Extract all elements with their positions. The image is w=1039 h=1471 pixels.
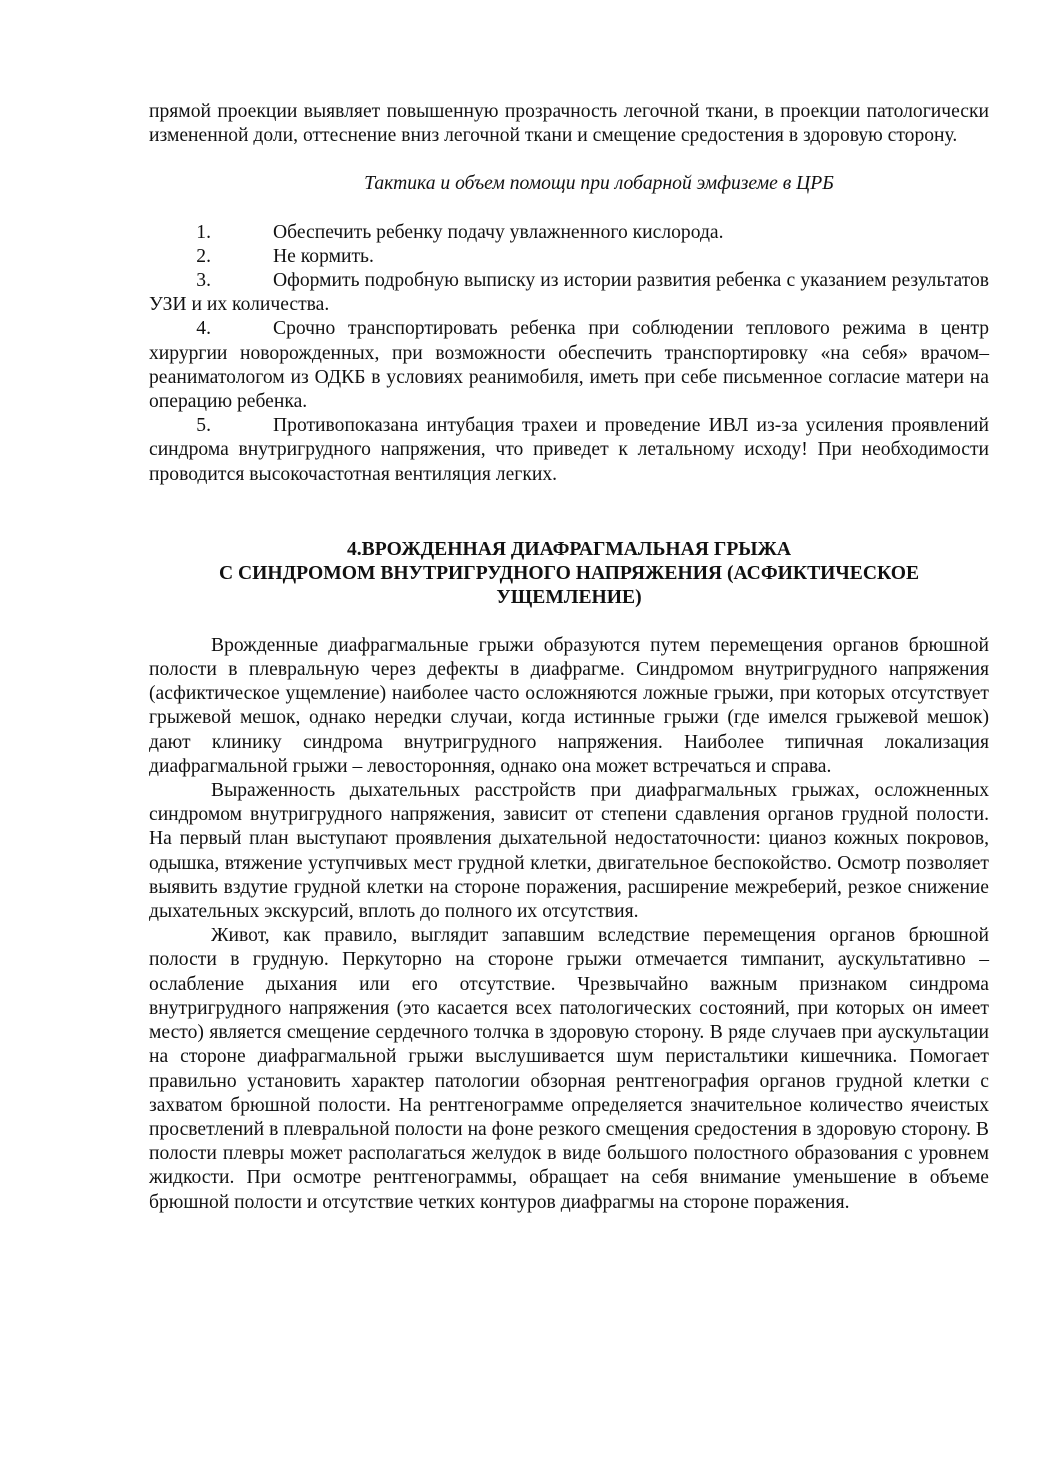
- list-item: [149, 245, 989, 269]
- body-paragraph: Живот, как правило, выглядит запавшим вследствие перемещения органов брюшной полости в грудную. Перкуторно на стороне грыжи отмечается тимпанит, аускультативно – ослабление дыхания или его отсутствие. Чрезвычайно важным признаком синдрома внутригрудного напряжения (это касается всех патологических состояний, при которых он имеет место) является смещение сердечного толчка в здоровую сторону. В ряде случаев при аускультации на стороне диафрагмальной грыжи выслушивается шум перистальтики кишечника. Помогает правильно установить характер патологии обзорная рентгенография органов грудной клетки с захватом брюшной полости. На рентгенограмме определяется значительное количество ячеистых просветлений в плевральной полости на фоне резкого смещения средостения в здоровую сторону. В полости плевры может располагаться желудок в виде большого полостного образования с уровнем жидкости. При осмотре рентгенограммы, обращает на себя внимание уменьшение в объеме брюшной полости и отсутствие четких контуров диафрагмы на стороне поражения.: [149, 925, 989, 1213]
- list-item: [149, 317, 989, 414]
- section-subtitle: Тактика и объем помощи при лобарной эмфиземе в ЦРБ: [364, 173, 834, 195]
- list-item-number: 3.: [196, 270, 211, 292]
- body-paragraph: Выраженность дыхательных расстройств при диафрагмальных грыжах, осложненных синдромом внутригрудного напряжения, зависит от степени сдавления органов грудной полости. На первый план выступают проявления дыхательной недостаточности: цианоз кожных покровов, одышка, втяжение уступчивых мест грудной клетки, двигательное беспокойство. Осмотр позволяет выявить вздутие грудной клетки на стороне поражения, расширение межреберий, резкое снижение дыхательных экскурсий, вплоть до полного их отсутствия.: [149, 780, 989, 923]
- list-item: [149, 414, 989, 487]
- section-heading-line: С СИНДРОМОМ ВНУТРИГРУДНОГО НАПРЯЖЕНИЯ (АСФИКТИЧЕСКОЕ: [218, 562, 920, 584]
- list-item-text: Срочно транспортировать ребенка при соблюдении теплового режима в центр хирургии новорожденных, при возможности обеспечить транспортировку «на себя» врачом–реаниматологом из ОДКБ в условиях реанимобиля, иметь при себе письменное согласие матери на операцию ребенка.: [149, 318, 989, 413]
- list-item-number: 2.: [196, 245, 211, 267]
- body-paragraph: Врожденные диафрагмальные грыжи образуются путем перемещения органов брюшной полости в плевральную через дефекты в диафрагме. Синдромом внутригрудного напряжения (асфиктическое ущемление) наиболее часто осложняются ложные грыжи, при которых отсутствует грыжевой мешок, однако нередки случаи, когда истинные грыжи (где имелся грыжевой мешок) дают клинику синдрома внутригрудного напряжения. Наиболее типичная локализация диафрагмальной грыжи – левосторонняя, однако она может встречаться и справа.: [149, 634, 989, 777]
- section-heading-line: УЩЕМЛЕНИЕ): [496, 586, 642, 608]
- list-item-number: 4.: [196, 318, 211, 340]
- list-item-number: 1.: [196, 221, 211, 243]
- document-page: [149, 100, 989, 1215]
- section-heading: [149, 538, 989, 610]
- list-item-text: Не кормить.: [273, 245, 374, 267]
- tactics-list: [149, 221, 989, 487]
- list-item: [149, 269, 989, 317]
- list-item-text: Обеспечить ребенку подачу увлажненного кислорода.: [273, 221, 724, 243]
- section-heading-line: 4.ВРОЖДЕННАЯ ДИАФРАГМАЛЬНАЯ ГРЫЖА: [346, 538, 792, 560]
- section-body: [149, 634, 989, 1215]
- list-item-number: 5.: [196, 415, 211, 437]
- list-item: [149, 221, 989, 245]
- intro-paragraph: прямой проекции выявляет повышенную прозрачность легочной ткани, в проекции патологически измененной доли, оттеснение вниз легочной ткани и смещение средостения в здоровую сторону.: [149, 101, 989, 147]
- list-item-text: Оформить подробную выписку из истории развития ребенка с указанием результатов УЗИ и их количества.: [149, 270, 989, 316]
- list-item-text: Противопоказана интубация трахеи и проведение ИВЛ из-за усиления проявлений синдрома внутригрудного напряжения, что приведет к летальному исходу! При необходимости проводится высокочастотная вентиляция легких.: [149, 415, 989, 485]
